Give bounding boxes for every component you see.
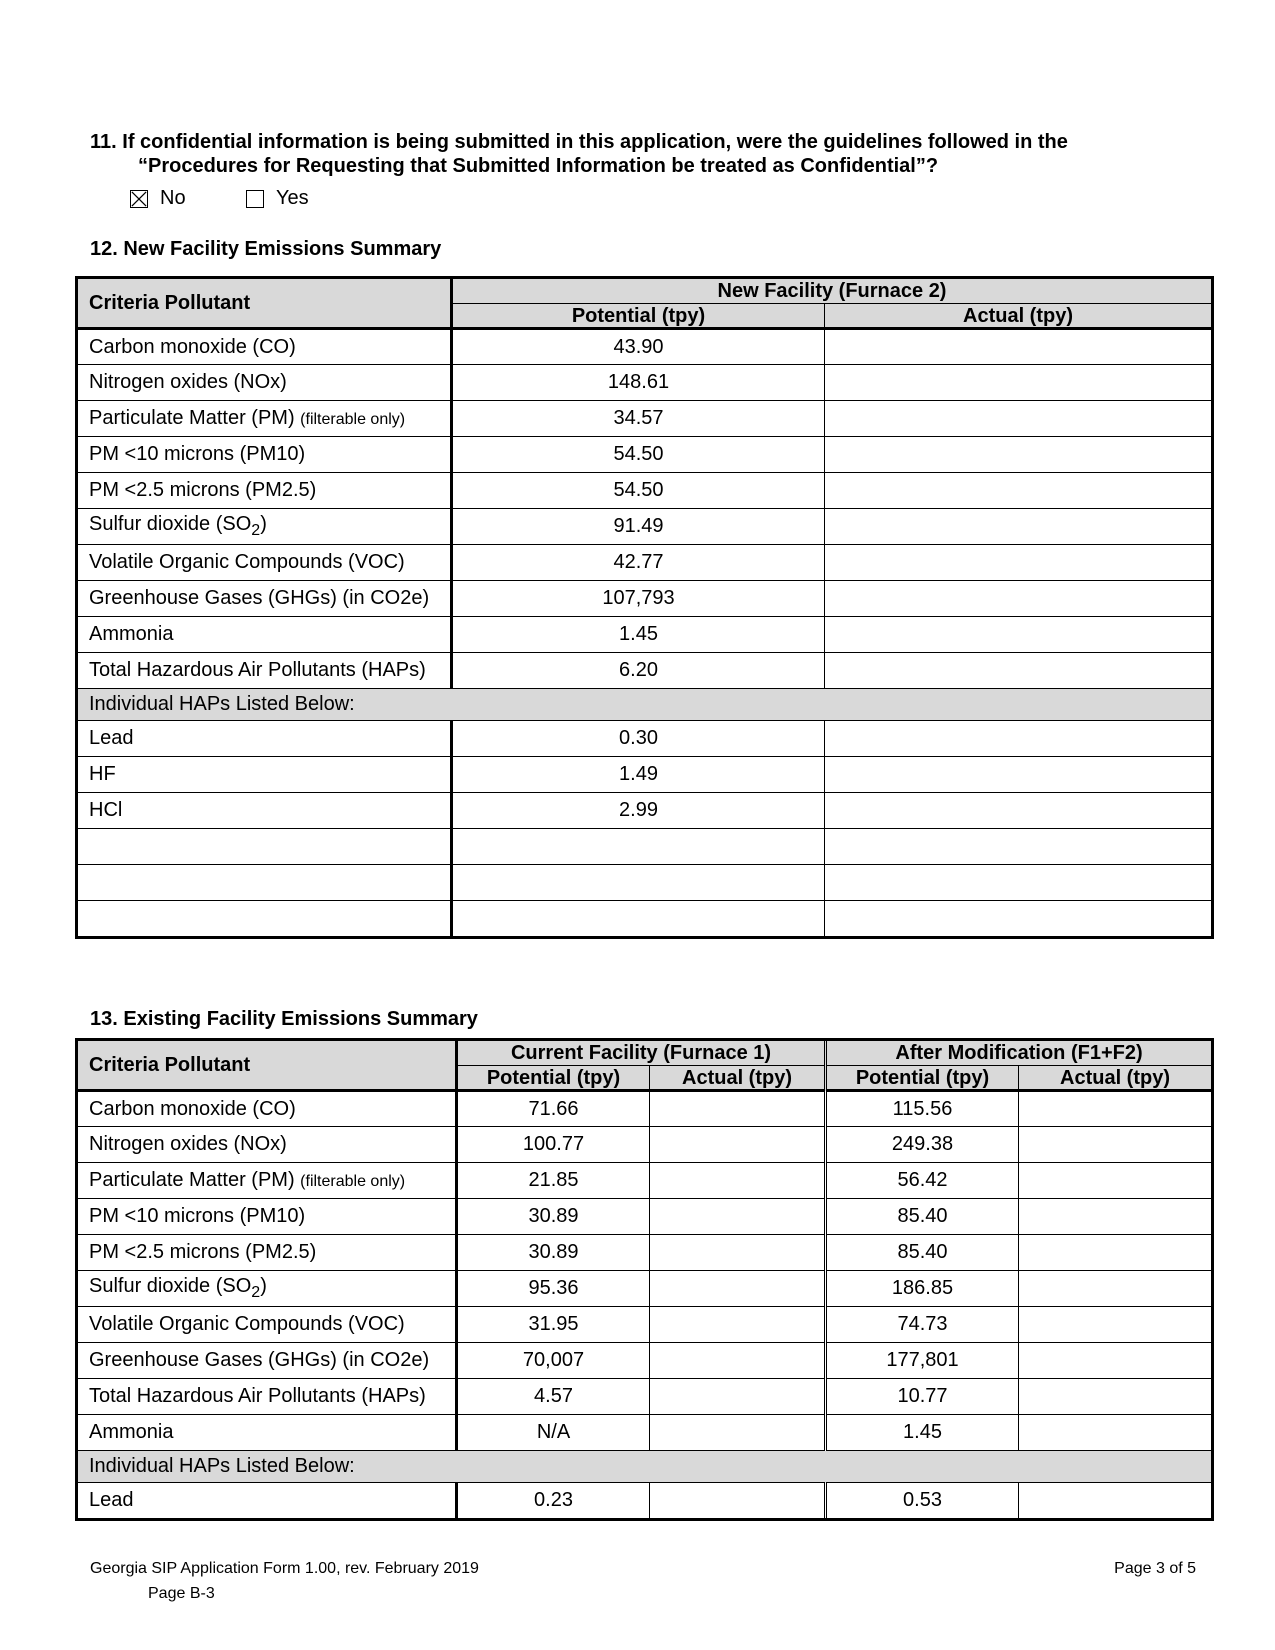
pollutant-name-cell [78,1271,457,1307]
table-row [78,793,1212,829]
pollutant-name-cell [78,581,452,617]
pollutant-name: PM <2.5 microns (PM2.5) [89,479,317,501]
header-current-facility-group: Current Facility (Furnace 1) [457,1041,826,1066]
table-row [78,365,1212,401]
modified-potential-cell: 0.53 [826,1483,1019,1519]
header-modified-potential: Potential (tpy) [826,1066,1019,1091]
header-criteria-pollutant: Criteria Pollutant [78,279,452,329]
pollutant-name-cell [78,901,452,937]
pollutant-name: Nitrogen oxides (NOx) [89,371,287,393]
pollutant-name-cell [78,329,452,365]
potential-cell: 1.45 [452,617,825,653]
table-row [78,1343,1212,1379]
potential-cell [452,829,825,865]
modified-potential-cell: 85.40 [826,1199,1019,1235]
actual-cell[interactable] [825,653,1212,689]
pollutant-note: (filterable only) [300,411,406,428]
table-row [78,1271,1212,1307]
section-12-title: 12. New Facility Emissions Summary [90,238,442,260]
haps-subheader: Individual HAPs Listed Below: [78,1451,1212,1483]
current-potential-cell: 71.66 [457,1091,650,1127]
pollutant-name-cell [78,401,452,437]
current-actual-cell[interactable] [650,1199,826,1235]
table-row [78,1235,1212,1271]
table-row [78,437,1212,473]
table-row [78,1163,1212,1199]
header-current-potential: Potential (tpy) [457,1066,650,1091]
actual-cell[interactable] [825,865,1212,901]
potential-cell: 2.99 [452,793,825,829]
potential-cell: 34.57 [452,401,825,437]
current-potential-cell: 21.85 [457,1163,650,1199]
modified-actual-cell[interactable] [1019,1199,1212,1235]
actual-cell[interactable] [825,721,1212,757]
pollutant-name: Volatile Organic Compounds (VOC) [89,551,405,573]
current-potential-cell: 100.77 [457,1127,650,1163]
pollutant-name-cell [78,365,452,401]
pollutant-name-cell [78,1415,457,1451]
pollutant-name-cell [78,721,452,757]
actual-cell[interactable] [825,401,1212,437]
table-row [78,1127,1212,1163]
table-row [78,721,1212,757]
pollutant-name-suffix: ) [260,513,267,535]
potential-cell: 1.49 [452,757,825,793]
table-row [78,829,1212,865]
pollutant-name: PM <10 microns (PM10) [89,443,306,465]
header-criteria-pollutant: Criteria Pollutant [78,1041,457,1091]
potential-cell: 54.50 [452,437,825,473]
pollutant-name-cell [78,1235,457,1271]
table-row [78,581,1212,617]
table-row [78,1199,1212,1235]
potential-cell: 91.49 [452,509,825,545]
pollutant-name: Nitrogen oxides (NOx) [89,1133,287,1155]
pollutant-name-cell [78,473,452,509]
table-row [78,865,1212,901]
current-potential-cell: 4.57 [457,1379,650,1415]
table-row [78,1415,1212,1451]
pollutant-note: (filterable only) [300,1173,406,1190]
pollutant-name-cell [78,829,452,865]
modified-potential-cell: 10.77 [826,1379,1019,1415]
actual-cell[interactable] [825,329,1212,365]
current-actual-cell[interactable] [650,1235,826,1271]
pollutant-name-cell [78,865,452,901]
pollutant-subscript: 2 [251,522,261,539]
actual-cell[interactable] [825,437,1212,473]
pollutant-name-cell [78,509,452,545]
table-row [78,1379,1212,1415]
modified-potential-cell: 74.73 [826,1307,1019,1343]
current-actual-cell[interactable] [650,1307,826,1343]
table-row [78,1307,1212,1343]
table-row [78,757,1212,793]
question-11-line-2: “Procedures for Requesting that Submitted Information be treated as Confidential”? [138,155,939,177]
pollutant-name-cell [78,1163,457,1199]
header-potential: Potential (tpy) [452,304,825,329]
modified-potential-cell: 1.45 [826,1415,1019,1451]
pollutant-name-cell [78,1379,457,1415]
pollutant-name-cell [78,653,452,689]
pollutant-name-cell [78,793,452,829]
modified-actual-cell[interactable] [1019,1127,1212,1163]
pollutant-name-cell [78,1483,457,1519]
table-row [78,901,1212,937]
footer-page-b: Page B-3 [148,1585,215,1602]
actual-cell[interactable] [825,581,1212,617]
pollutant-name: Lead [89,727,134,749]
actual-cell[interactable] [825,617,1212,653]
current-potential-cell: 30.89 [457,1199,650,1235]
modified-actual-cell[interactable] [1019,1415,1212,1451]
pollutant-name: Greenhouse Gases (GHGs) (in CO2e) [89,587,430,609]
table-row [78,1091,1212,1127]
pollutant-name: Volatile Organic Compounds (VOC) [89,1313,405,1335]
modified-potential-cell: 115.56 [826,1091,1019,1127]
choice-yes-label: Yes [276,187,309,209]
pollutant-name-cell [78,1199,457,1235]
current-potential-cell: 70,007 [457,1343,650,1379]
pollutant-name: Total Hazardous Air Pollutants (HAPs) [89,659,426,681]
choice-no-label: No [160,187,186,209]
haps-subheader-row [78,689,1212,721]
header-modified-actual: Actual (tpy) [1019,1066,1212,1091]
pollutant-subscript: 2 [251,1284,261,1301]
actual-cell[interactable] [825,545,1212,581]
modified-actual-cell[interactable] [1019,1163,1212,1199]
checkbox-yes-icon[interactable] [246,190,264,208]
pollutant-name-cell [78,1307,457,1343]
modified-potential-cell: 56.42 [826,1163,1019,1199]
pollutant-name-cell [78,1343,457,1379]
choice-no[interactable] [130,187,186,210]
current-potential-cell: 95.36 [457,1271,650,1307]
table-row [78,545,1212,581]
current-potential-cell: 30.89 [457,1235,650,1271]
actual-cell[interactable] [825,473,1212,509]
modified-actual-cell[interactable] [1019,1379,1212,1415]
pollutant-name: Sulfur dioxide (SO [89,1275,252,1297]
pollutant-name: HF [89,763,116,785]
table-header-row [78,1041,1212,1066]
pollutant-name-cell [78,617,452,653]
pollutant-name: Total Hazardous Air Pollutants (HAPs) [89,1385,426,1407]
haps-subheader-row [78,1451,1212,1483]
actual-cell[interactable] [825,365,1212,401]
existing-facility-emissions-table [77,1040,1212,1519]
current-potential-cell: 31.95 [457,1307,650,1343]
modified-actual-cell[interactable] [1019,1235,1212,1271]
current-actual-cell[interactable] [650,1415,826,1451]
haps-subheader: Individual HAPs Listed Below: [78,689,1212,721]
potential-cell: 6.20 [452,653,825,689]
pollutant-name: Ammonia [89,1421,174,1443]
pollutant-name-cell [78,545,452,581]
actual-cell[interactable] [825,829,1212,865]
modified-actual-cell[interactable] [1019,1483,1212,1519]
question-11-line-1: 11. If confidential information is being submitted in this application, were the guidelines followed in the [90,131,1068,153]
question-11 [90,130,1068,178]
header-current-actual: Actual (tpy) [650,1066,826,1091]
potential-cell: 148.61 [452,365,825,401]
current-potential-cell: N/A [457,1415,650,1451]
header-after-modification-group: After Modification (F1+F2) [826,1041,1212,1066]
current-actual-cell[interactable] [650,1483,826,1519]
modified-actual-cell[interactable] [1019,1271,1212,1307]
current-actual-cell[interactable] [650,1127,826,1163]
potential-cell: 107,793 [452,581,825,617]
choice-yes[interactable] [246,187,309,210]
actual-cell[interactable] [825,509,1212,545]
checkbox-no-checked-icon[interactable] [130,190,148,208]
pollutant-name-cell [78,1127,457,1163]
potential-cell: 0.30 [452,721,825,757]
actual-cell[interactable] [825,757,1212,793]
new-facility-emissions-table [77,278,1212,937]
table-row [78,1483,1212,1519]
actual-cell[interactable] [825,793,1212,829]
potential-cell: 43.90 [452,329,825,365]
modified-potential-cell: 85.40 [826,1235,1019,1271]
pollutant-name: Particulate Matter (PM) [89,407,295,429]
modified-potential-cell: 186.85 [826,1271,1019,1307]
current-actual-cell[interactable] [650,1379,826,1415]
current-actual-cell[interactable] [650,1343,826,1379]
pollutant-name-cell [78,1091,457,1127]
section-13-title: 13. Existing Facility Emissions Summary [90,1008,478,1030]
current-actual-cell[interactable] [650,1091,826,1127]
modified-potential-cell: 249.38 [826,1127,1019,1163]
potential-cell: 42.77 [452,545,825,581]
pollutant-name: Lead [89,1489,134,1511]
footer-page-number: Page 3 of 5 [1114,1560,1196,1577]
header-actual: Actual (tpy) [825,304,1212,329]
pollutant-name: Ammonia [89,623,174,645]
table-row [78,617,1212,653]
table-row [78,473,1212,509]
table-row [78,509,1212,545]
table-header-row [78,279,1212,304]
pollutant-name: Greenhouse Gases (GHGs) (in CO2e) [89,1349,430,1371]
pollutant-name: Sulfur dioxide (SO [89,513,252,535]
pollutant-name: Carbon monoxide (CO) [89,1097,296,1120]
header-new-facility-group: New Facility (Furnace 2) [452,279,1212,304]
table-row [78,329,1212,365]
modified-potential-cell: 177,801 [826,1343,1019,1379]
table-row [78,401,1212,437]
potential-cell [452,901,825,937]
table-row [78,653,1212,689]
current-actual-cell[interactable] [650,1163,826,1199]
pollutant-name: Particulate Matter (PM) [89,1169,295,1191]
actual-cell[interactable] [825,901,1212,937]
current-actual-cell[interactable] [650,1271,826,1307]
modified-actual-cell[interactable] [1019,1343,1212,1379]
pollutant-name-cell [78,437,452,473]
potential-cell [452,865,825,901]
footer-form-version: Georgia SIP Application Form 1.00, rev. February 2019 [90,1560,479,1577]
pollutant-name: PM <10 microns (PM10) [89,1205,306,1227]
pollutant-name: Carbon monoxide (CO) [89,335,296,358]
modified-actual-cell[interactable] [1019,1091,1212,1127]
pollutant-name-suffix: ) [260,1275,267,1297]
potential-cell: 54.50 [452,473,825,509]
modified-actual-cell[interactable] [1019,1307,1212,1343]
pollutant-name-cell [78,757,452,793]
pollutant-name: PM <2.5 microns (PM2.5) [89,1241,317,1263]
current-potential-cell: 0.23 [457,1483,650,1519]
pollutant-name: HCl [89,799,123,821]
